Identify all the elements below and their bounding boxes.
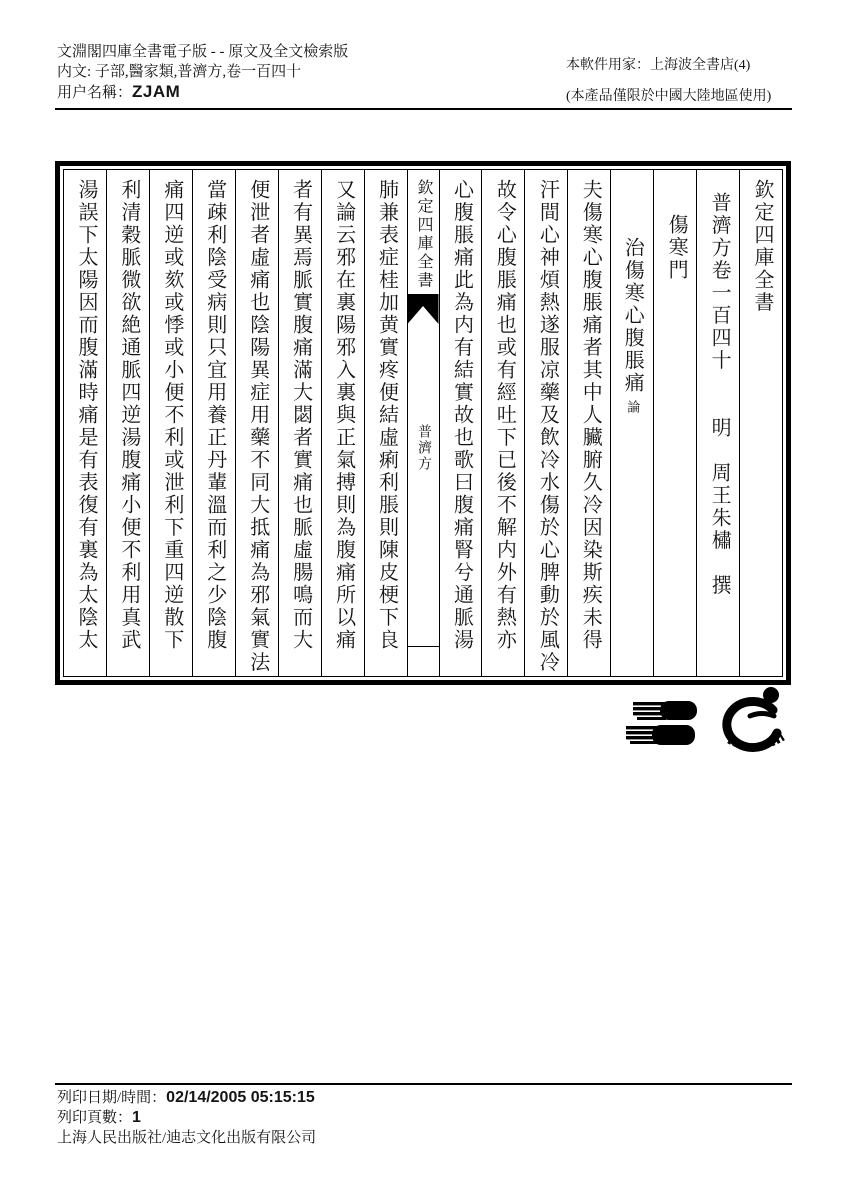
header-left — [57, 42, 348, 103]
restriction-text: (本產品僅限於中國大陸地區使用) — [566, 89, 772, 104]
publisher-text: 上海人民出版社/迪志文化出版有限公司 — [57, 1130, 317, 1146]
text-column: 夫傷寒心腹脹痛者其中人臟腑久冷因染斯疾未得 — [567, 170, 610, 676]
print-date-value: 02/14/2005 05:15:15 — [166, 1089, 315, 1106]
user-name-label: 用户名稱： — [57, 85, 133, 101]
page-count-value: 1 — [132, 1109, 141, 1126]
center-fold-column — [407, 170, 439, 676]
page-count-row — [57, 1108, 316, 1128]
text-column-book-title: 欽定四庫全書 — [739, 170, 782, 676]
brush-circle-logo-icon — [714, 685, 796, 764]
book-page-inner — [63, 169, 783, 677]
text-column: 心腹脹痛此為内有結實故也歌曰腹痛腎兮通脈湯 — [439, 170, 482, 676]
page-count-label: 列印頁數： — [57, 1110, 133, 1126]
text-column: 又論云邪在裏陽邪入裏與正氣搏則為腹痛所以痛 — [321, 170, 364, 676]
footer-divider — [55, 1083, 792, 1085]
text-column: 便泄者虛痛也陰陽異症用藥不同大抵痛為邪氣實法 — [235, 170, 278, 676]
page-number-box — [408, 646, 439, 676]
stacked-books-logo-icon — [626, 701, 700, 753]
text-column-subsection — [610, 170, 653, 676]
print-date-label: 列印日期/時間： — [57, 1090, 167, 1106]
book-page-frame — [55, 161, 791, 685]
print-date-row — [57, 1088, 316, 1108]
center-fold-book-name: 普濟方 — [416, 424, 431, 472]
header-divider — [55, 108, 792, 110]
user-name-value: ZJAM — [132, 82, 181, 101]
text-column: 當疎利陰受病則只宜用養正丹輩溫而利之少陰腹 — [192, 170, 235, 676]
header-right — [566, 50, 771, 112]
text-column-volume-author: 普濟方卷一百四十 明 周王朱橚 撰 — [696, 170, 739, 676]
text-column: 故令心腹脹痛也或有經吐下已後不解内外有熱亦 — [481, 170, 524, 676]
licensee-text: 本軟件用家：上海波全書店(4) — [566, 58, 751, 73]
text-column: 汗間心神煩熱遂服凉藥及飲冷水傷於心脾動於風冷 — [524, 170, 567, 676]
subsection-title: 治傷寒心腹脹痛 — [621, 237, 644, 395]
annotation-char: 論 — [625, 399, 641, 414]
text-column: 痛四逆或欬或悸或小便不利或泄利下重四逆散下 — [149, 170, 192, 676]
text-column-section: 傷寒門 — [653, 170, 696, 676]
footer — [57, 1088, 316, 1148]
fishtail-marker-icon — [408, 294, 439, 324]
user-name-row — [57, 82, 348, 103]
content-breadcrumb: 内文: 子部,醫家類,普濟方,卷一百四十 — [57, 64, 302, 80]
edition-title: 文淵閣四庫全書電子版 - - 原文及全文檢索版 — [57, 44, 349, 60]
text-column: 肺兼表症桂加黄實疼便結虛痢利脹則陳皮梗下良 — [364, 170, 407, 676]
text-column: 湯誤下太陽因而腹滿時痛是有表復有裏為太陰太 — [74, 179, 97, 652]
text-column: 利清穀脈微欲絶通脈四逆湯腹痛小便不利用真武 — [106, 170, 149, 676]
text-column: 者有異焉脈實腹痛滿大閟者實痛也脈虛腸鳴而大 — [278, 170, 321, 676]
center-fold-title: 欽定四庫全書 — [415, 179, 432, 290]
